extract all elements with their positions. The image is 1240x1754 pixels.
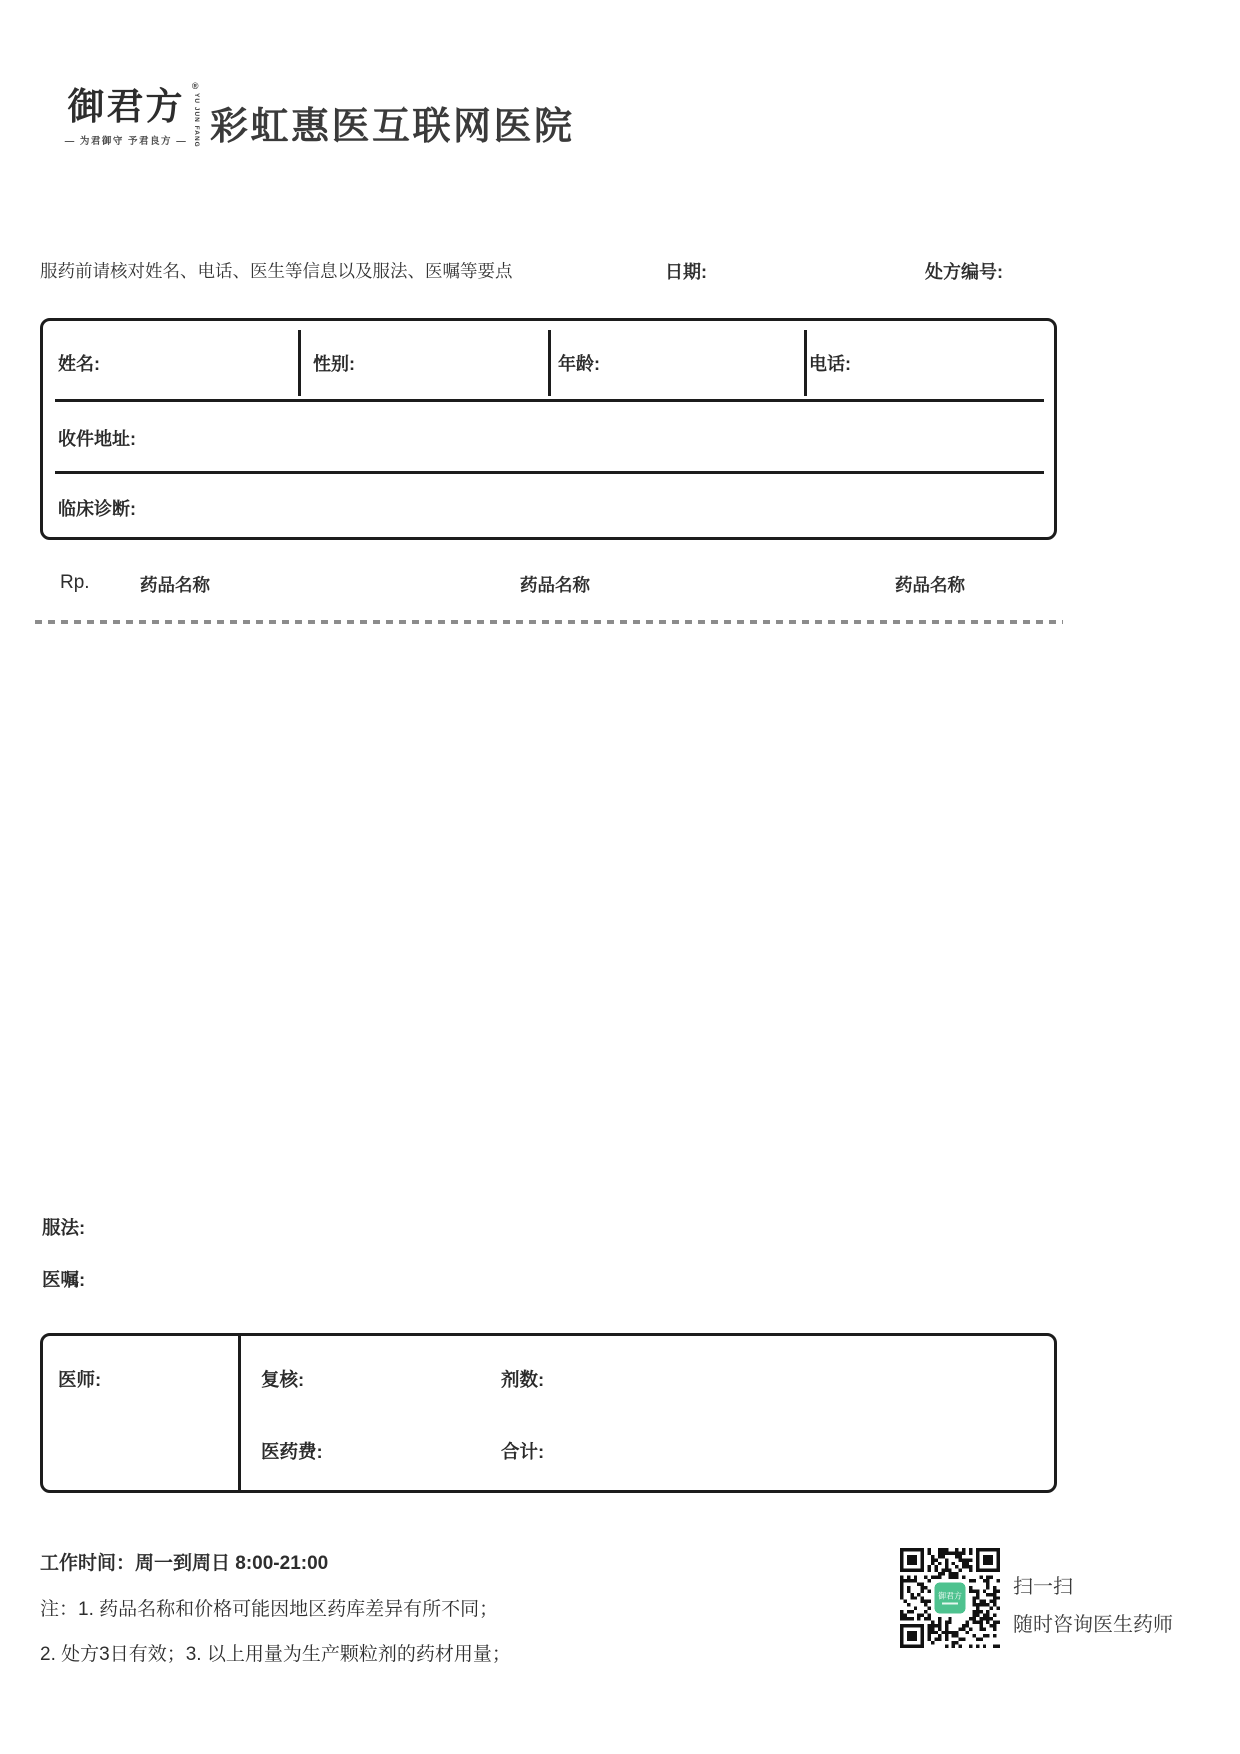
brand-logo-pinyin: YU JUN FANG xyxy=(192,92,200,148)
qr-code-svg xyxy=(900,1548,1000,1648)
patient-name-label: 姓名: xyxy=(58,354,100,374)
work-time-text: 工作时间：周一到周日 8:00-21:00 xyxy=(40,1553,329,1574)
signoff-box xyxy=(40,1333,1057,1493)
notice-row xyxy=(0,258,1240,284)
clinical-diagnosis-label: 临床诊断: xyxy=(58,499,136,519)
drug-name-column-header: 药品名称 xyxy=(520,575,590,595)
dose-count-label: 剂数: xyxy=(501,1369,545,1390)
qr-center-text: 御君方 xyxy=(938,1591,962,1601)
verify-notice-text: 服药前请核对姓名、电话、医生等信息以及服法、医嘱等要点 xyxy=(40,261,513,281)
usage-method-label: 服法: xyxy=(42,1217,86,1238)
rp-label: Rp. xyxy=(60,572,90,593)
patient-sex-label: 性别: xyxy=(313,354,355,374)
note-line-1: 注：1. 药品名称和价格可能因地区药库差异有所不同； xyxy=(40,1599,499,1620)
review-label: 复核: xyxy=(261,1369,305,1390)
doctor-advice-label: 医嘱: xyxy=(42,1269,86,1290)
patient-info-box xyxy=(40,318,1057,540)
shipping-address-label: 收件地址: xyxy=(58,429,136,449)
brand-tagline: — 为君御守 予君良方 — xyxy=(64,135,188,147)
doctor-label: 医师: xyxy=(58,1369,102,1390)
medicine-fee-label: 医药费: xyxy=(261,1441,323,1462)
drug-name-column-header: 药品名称 xyxy=(895,575,965,595)
brand-logo xyxy=(55,81,201,148)
date-label: 日期: xyxy=(665,262,707,282)
patient-phone-label: 电话: xyxy=(809,354,851,374)
prescription-number-label: 处方编号: xyxy=(925,262,1003,282)
cell-divider xyxy=(548,330,551,396)
patient-age-label: 年龄: xyxy=(558,354,600,374)
scan-label: 扫一扫 xyxy=(1013,1576,1073,1598)
qr-center-subline xyxy=(942,1602,958,1604)
rx-dashed-divider xyxy=(35,620,1063,624)
brand-logo-text: 御君方 xyxy=(67,84,185,128)
qr-code xyxy=(900,1548,1000,1648)
cell-divider xyxy=(804,330,807,396)
cell-divider xyxy=(298,330,301,396)
brand-logo-side xyxy=(192,82,201,148)
row-divider xyxy=(55,471,1044,474)
note-line-2: 2. 处方3日有效；3. 以上用量为生产颗粒剂的药材用量； xyxy=(40,1644,511,1665)
hospital-title: 彩虹惠医互联网医院 xyxy=(210,106,575,148)
registered-mark: ® xyxy=(191,81,201,91)
total-label: 合计: xyxy=(501,1441,545,1462)
row-divider xyxy=(55,399,1044,402)
rx-header-row xyxy=(0,572,1240,598)
drug-name-column-header: 药品名称 xyxy=(140,575,210,595)
cell-divider xyxy=(238,1336,241,1490)
scan-subtext: 随时咨询医生药师 xyxy=(1013,1614,1173,1636)
